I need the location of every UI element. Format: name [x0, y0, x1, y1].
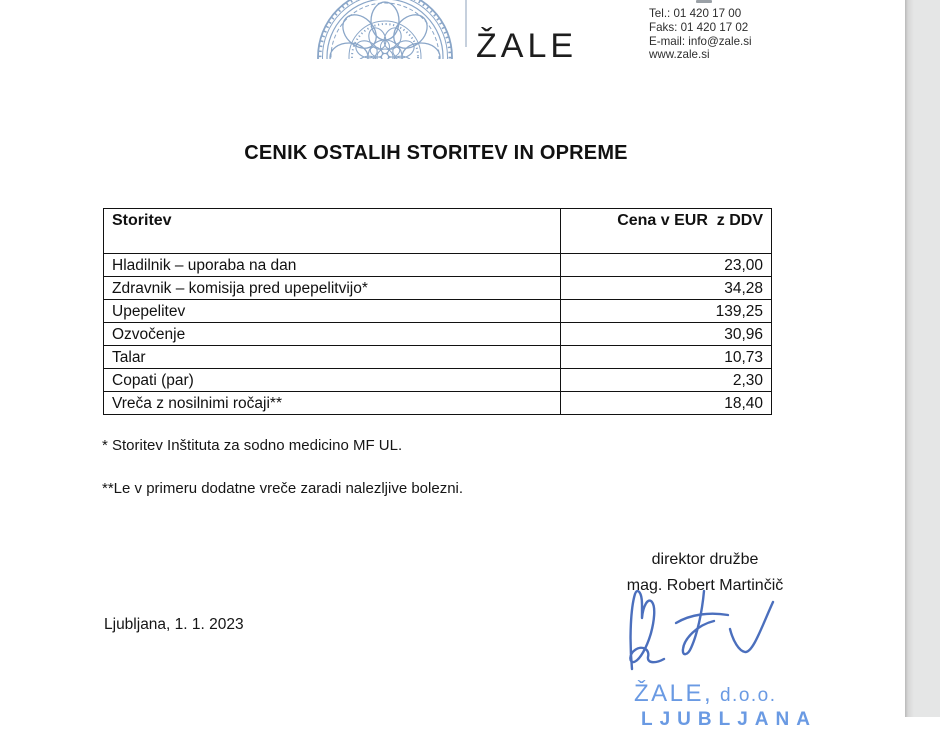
service-name: Vreča z nosilnimi ročaji**: [104, 392, 561, 415]
handwritten-signature-icon: [616, 585, 781, 685]
service-name: Ozvočenje: [104, 323, 561, 346]
director-role: direktor družbe: [651, 551, 759, 568]
price-table: [103, 208, 772, 415]
page-title: CENIK OSTALIH STORITEV IN OPREME: [244, 142, 628, 164]
service-name: Copati (par): [104, 369, 561, 392]
contact-faks: Faks: 01 420 17 02: [649, 20, 749, 34]
stamp-company-line: [634, 680, 777, 708]
footnote-double-asterisk: **Le v primeru dodatne vreče zaradi nalezljive bolezni.: [102, 480, 464, 497]
cutoff-text-fragment: [696, 0, 712, 3]
footnote-single-asterisk: * Storitev Inštituta za sodno medicino MF UL.: [102, 437, 403, 454]
contact-tel: Tel.: 01 420 17 00: [649, 7, 742, 20]
table-header-row: [104, 209, 772, 254]
date-line: Ljubljana, 1. 1. 2023: [104, 616, 244, 633]
column-header-price: Cena v EUR z DDV: [561, 209, 772, 254]
table-row: [104, 277, 772, 300]
service-price: 139,25: [561, 300, 772, 323]
service-price: 34,28: [561, 277, 772, 300]
stamp-doo: d.o.o.: [713, 685, 777, 706]
table-row: [104, 254, 772, 277]
stamp-zale: ŽALE,: [634, 680, 714, 707]
service-price: 23,00: [561, 254, 772, 277]
table-row: [104, 300, 772, 323]
service-name: Upepelitev: [104, 300, 561, 323]
brand-wordmark: ŽALE: [476, 27, 578, 65]
service-price: 18,40: [561, 392, 772, 415]
service-price: 2,30: [561, 369, 772, 392]
service-name: Zdravnik – komisija pred upepelitvijo*: [104, 277, 561, 300]
zale-logo-icon: [314, 0, 456, 59]
contact-block: [649, 7, 752, 62]
service-price: 30,96: [561, 323, 772, 346]
service-name: Hladilnik – uporaba na dan: [104, 254, 561, 277]
viewer-gutter: [905, 0, 940, 717]
director-name: mag. Robert Martinčič: [626, 576, 784, 594]
table-row: [104, 369, 772, 392]
header-divider: [465, 0, 467, 47]
table-row: [104, 323, 772, 346]
table-row: [104, 392, 772, 415]
service-price: 10,73: [561, 346, 772, 369]
table-row: [104, 346, 772, 369]
service-name: Talar: [104, 346, 561, 369]
contact-email: E-mail: info@zale.si: [649, 34, 752, 48]
stamp-city-line: LJUBLJANA: [641, 709, 817, 730]
contact-web: www.zale.si: [649, 48, 710, 62]
column-header-service: Storitev: [104, 209, 561, 254]
